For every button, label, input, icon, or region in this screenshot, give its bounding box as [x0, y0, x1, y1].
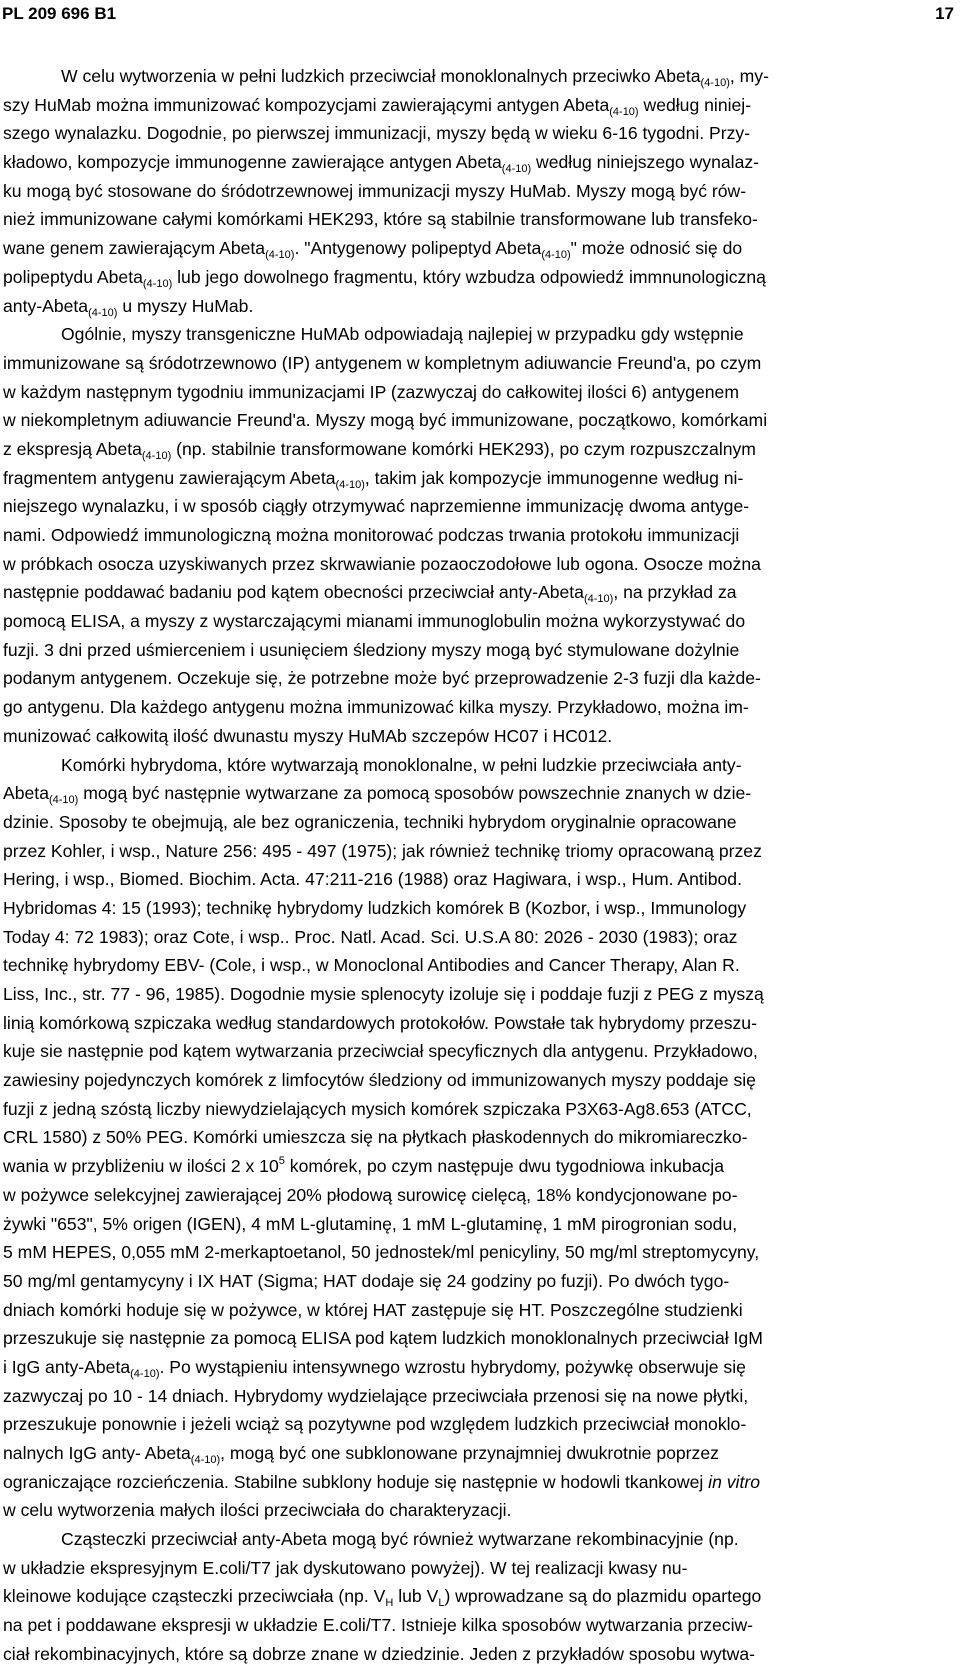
text-line: kładowo, kompozycje immunogenne zawierające antygen Abeta$_{(4-10)}$ według niniejszego wynalaz- — [3, 152, 760, 176]
text-line: przeszukuje się następnie za pomocą ELISA pod kątem ludzkich monoklonalnych przeciwciał IgM — [3, 1328, 763, 1349]
text-line: ku mogą być stosowane do śródotrzewnowej immunizacji myszy HuMab. Myszy mogą być rów- — [3, 180, 747, 201]
text-line: Abeta$_{(4-10)}$ mogą być następnie wytwarzane za pomocą sposobów powszechnie znanych w dzie- — [3, 783, 752, 807]
text-line: pomocą ELISA, a myszy z wystarczającymi mianami immunoglobulin można wykorzystywać do — [3, 611, 746, 632]
text-line: przeszukuje ponownie i jeżeli wciąż są pozytywne pod względem ludzkich przeciwciał monoklo- — [3, 1414, 747, 1435]
text-line: munizować całkowitą ilość dwunastu myszy HuMAb szczepów HC07 i HC012. — [3, 725, 613, 746]
page-number: 17 — [935, 4, 954, 23]
text-line: kleinowe kodujące cząsteczki przeciwciała (np. $V_H$ lub $V_L$) wprowadzane są do plazmidu opartego — [3, 1586, 762, 1610]
text-line: kuje sie następnie pod kątem wytwarzania przeciwciał specyficznych dla antygenu. Przykładowo, — [3, 1041, 758, 1062]
text-line: nież immunizowane całymi komórkami HEK293, które są stabilnie transformowane lub transfeko- — [3, 209, 758, 230]
text-line: fuzji. 3 dni przed uśmierceniem i usunięciem śledziony myszy mogą być stymulowane dożylnie — [3, 639, 740, 660]
text-line: w pożywce selekcyjnej zawierającej 20% płodową surowicę cielęcą, 18% kondycjonowane po- — [3, 1184, 738, 1205]
body-text — [3, 62, 957, 1669]
text-line: 5 mM HEPES, 0,055 mM 2-merkaptoetanol, 50 jednostek/ml penicyliny, 50 mg/ml streptomycyny, — [3, 1242, 760, 1263]
text-line: w niekompletnym adiuwancie Freund'a. Myszy mogą być immunizowane, początkowo, komórkami — [3, 410, 768, 431]
text-line: zazwyczaj po 10 - 14 dniach. Hybrydomy wydzielające przeciwciała przenosi się na nowe płytki, — [3, 1385, 749, 1406]
text-line: szego wynalazku. Dogodnie, po pierwszej immunizacji, myszy będą w wieku 6-16 tygodni. Przy- — [3, 123, 751, 144]
text-line: żywki "653", 5% origen (IGEN), 4 mM L-glutaminę, 1 mM L-glutaminę, 1 mM pirogronian sodu, — [3, 1213, 738, 1234]
text-line: polipeptydu Abeta$_{(4-10)}$ lub jego dowolnego fragmentu, który wzbudza odpowiedź immnunologiczną — [3, 266, 766, 290]
text-line: W celu wytworzenia w pełni ludzkich przeciwciał monoklonalnych przeciwko Abeta$_{(4-10)}$, my- — [61, 66, 769, 89]
text-line: niejszego wynalazku, i w sposób ciągły otrzymywać naprzemienne immunizację dwoma antyge- — [3, 496, 750, 517]
text-line: Hybridomas 4: 15 (1993); technikę hybrydomy ludzkich komórek B (Kozbor, i wsp., Immunology — [3, 897, 747, 918]
text-line: nalnych IgG anty- Abeta$_{(4-10)}$, mogą być one subklonowane przynajmniej dwukrotnie poprzez — [3, 1443, 719, 1466]
text-line: z ekspresją Abeta$_{(4-10)}$ (np. stabilnie transformowane komórki HEK293), po czym rozpuszczalnym — [3, 438, 756, 462]
text-line: Liss, Inc., str. 77 - 96, 1985). Dogodnie mysie splenocyty izoluje się i poddaje fuzji z PEG z myszą — [3, 984, 764, 1004]
text-line: technikę hybrydomy EBV- (Cole, i wsp., w Monoclonal Antibodies and Cancer Therapy, Alan R. — [3, 955, 740, 976]
patent-number: PL 209 696 B1 — [2, 4, 117, 23]
text-line: Today 4: 72 1983); oraz Cote, i wsp.. Proc. Natl. Acad. Sci. U.S.A 80: 2026 - 2030 (1983); oraz — [3, 926, 738, 947]
text-line: w próbkach osocza uzyskiwanych przez skrwawianie pozaoczodołowe lub ogona. Osocze można — [3, 553, 761, 574]
text-line: przez Kohler, i wsp., Nature 256: 495 - 497 (1975); jak również technikę triomy opracowaną przez — [3, 840, 762, 861]
text-line: dzinie. Sposoby te obejmują, ale bez ograniczenia, techniki hybrydom oryginalnie opracowane — [3, 811, 737, 832]
text-line: następnie poddawać badaniu pod kątem obecności przeciwciał anty-Abeta$_{(4-10)}$, na przykład za — [3, 582, 737, 606]
text-line: go antygenu. Dla każdego antygenu można immunizować kilka myszy. Przykładowo, można im- — [3, 697, 749, 718]
text-line: fuzji z jedną szóstą liczby niewydzielających mysich komórek szpiczaka P3X63-Ag8.653 (ATCC, — [3, 1098, 752, 1119]
text-line: w każdym następnym tygodniu immunizacjami IP (zazwyczaj do całkowitej ilości 6) antygenem — [3, 381, 739, 402]
text-line: w układzie ekspresyjnym E.coli/T7 jak dyskutowano powyżej). W tej realizacji kwasy nu- — [3, 1557, 688, 1578]
text-line: w celu wytworzenia małych ilości przeciwciała do charakteryzacji. — [3, 1500, 512, 1521]
text-line: szy HuMab można immunizować kompozycjami zawierającymi antygen Abeta$_{(4-10)}$ według niniej- — [3, 94, 752, 118]
text-line: Hering, i wsp., Biomed. Biochim. Acta. 47:211-216 (1988) oraz Hagiwara, i wsp., Hum. Antibod. — [3, 869, 742, 890]
text-line: Komórki hybrydoma, które wytwarzają monoklonalne, w pełni ludzkie przeciwciała anty- — [61, 754, 742, 775]
text-line: fragmentem antygenu zawierającym Abeta$_{(4-10)}$, takim jak kompozycje immunogenne według ni- — [3, 467, 744, 491]
text-line: immunizowane są śródotrzewnowo (IP) antygenem w kompletnym adiuwancie Freund'a, po czym — [3, 352, 762, 373]
text-line: ciał rekombinacyjnych, które są dobrze znane w dziedzinie. Jeden z przykładów sposobu wytwa- — [3, 1643, 756, 1664]
text-line: CRL 1580) z 50% PEG. Komórki umieszcza się na płytkach płaskodennych do mikromiareczko- — [3, 1127, 748, 1148]
text-line: Cząsteczki przeciwciał anty-Abeta mogą być również wytwarzane rekombinacyjnie (np. — [61, 1529, 739, 1550]
text-line: Ogólnie, myszy transgeniczne HuMAb odpowiadają najlepiej w przypadku gdy wstępnie — [61, 324, 744, 345]
text-line: zawiesiny pojedynczych komórek z limfocytów śledziony od immunizowanych myszy poddaje się — [3, 1070, 756, 1091]
text-line: ograniczające rozcieńczenia. Stabilne subklony hoduje się następnie w hodowli tkankowej in vitro — [3, 1471, 760, 1492]
text-line: wania w przybliżeniu w ilości 2 x $10^5$ komórek, po czym następuje dwu tygodniowa inkubacja — [3, 1155, 724, 1177]
text-line: anty-Abeta$_{(4-10)}$ u myszy HuMab. — [3, 295, 254, 319]
text-line: linią komórkową szpiczaka według standardowych protokołów. Powstałe tak hybrydomy przeszu- — [3, 1012, 757, 1033]
text-line: 50 mg/ml gentamycyny i IX HAT (Sigma; HAT dodaje się 24 godziny po fuzji). Po dwóch tygo- — [3, 1270, 730, 1291]
text-line: na pet i poddawane ekspresji w układzie E.coli/T7. Istnieje kilka sposobów wytwarzania przeciw- — [3, 1615, 754, 1636]
text-line: i IgG anty-Abeta$_{(4-10)}$. Po wystąpieniu intensywnego wzrostu hybrydomy, pożywkę obserwuje się — [3, 1356, 746, 1380]
italic-term: in vitro — [708, 1471, 760, 1492]
text-line: nami. Odpowiedź immunologiczną można monitorować podczas trwania protokołu immunizacji — [3, 525, 740, 545]
text-line: podanym antygenem. Oczekuje się, że potrzebne może być przeprowadzenie 2-3 fuzji dla każde- — [3, 668, 761, 689]
text-line: dniach komórki hoduje się w pożywce, w której HAT zastępuje się HT. Poszczególne studzienki — [3, 1299, 743, 1320]
text-line: wane genem zawierającym Abeta$_{(4-10)}$. "Antygenowy polipeptyd Abeta$_{(4-10)}$" może odnosić się do — [3, 238, 743, 262]
